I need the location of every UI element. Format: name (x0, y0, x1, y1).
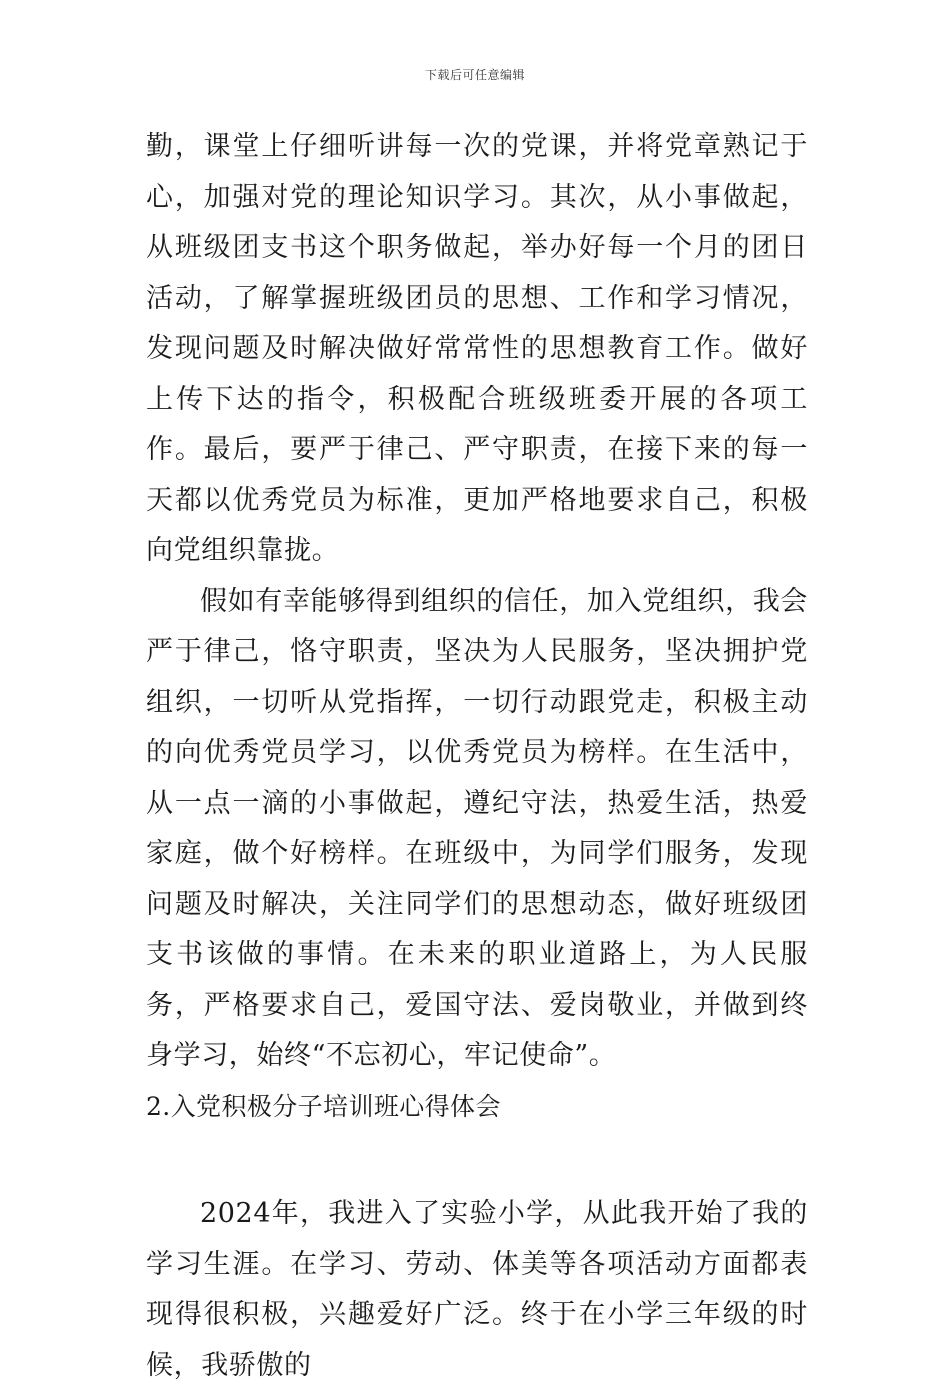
paragraph-3: 2024年，我进入了实验小学，从此我开始了我的学习生涯。在学习、劳动、体美等各项活动方面都表现得很积极，兴趣爱好广泛。终于在小学三年级的时候，我骄傲的 (146, 1198, 808, 1381)
document-body (146, 122, 808, 1391)
page-header: 下载后可任意编辑 (424, 68, 525, 82)
blank-line (146, 1132, 808, 1189)
paragraph-1: 勤，课堂上仔细听讲每一次的党课，并将党章熟记于心，加强对党的理论知识学习。其次，从小事做起，从班级团支书这个职务做起，举办好每一个月的团日活动，了解掌握班级团员的思想、工作和学习情况，发现问题及时解决做好常常性的思想教育工作。做好上传下达的指令，积极配合班级班委开展的各项工作。最后，要严于律己、严守职责，在接下来的每一天都以优秀党员为标准，更加严格地要求自己，积极向党组织靠拢。 (146, 131, 808, 566)
section-heading: 2.入党积极分子培训班心得体会 (146, 1091, 501, 1121)
paragraph-2: 假如有幸能够得到组织的信任，加入党组织，我会严于律己，恪守职责，坚决为人民服务，坚决拥护党组织，一切听从党指挥，一切行动跟党走，积极主动的向优秀党员学习，以优秀党员为榜样。在生活中，从一点一滴的小事做起，遵纪守法，热爱生活，热爱家庭，做个好榜样。在班级中，为同学们服务，发现问题及时解决，关注同学们的思想动态，做好班级团支书该做的事情。在未来的职业道路上，为人民服务，严格要求自己，爱国守法、爱岗敬业，并做到终身学习，始终“不忘初心，牢记使命”。 (146, 585, 808, 1071)
